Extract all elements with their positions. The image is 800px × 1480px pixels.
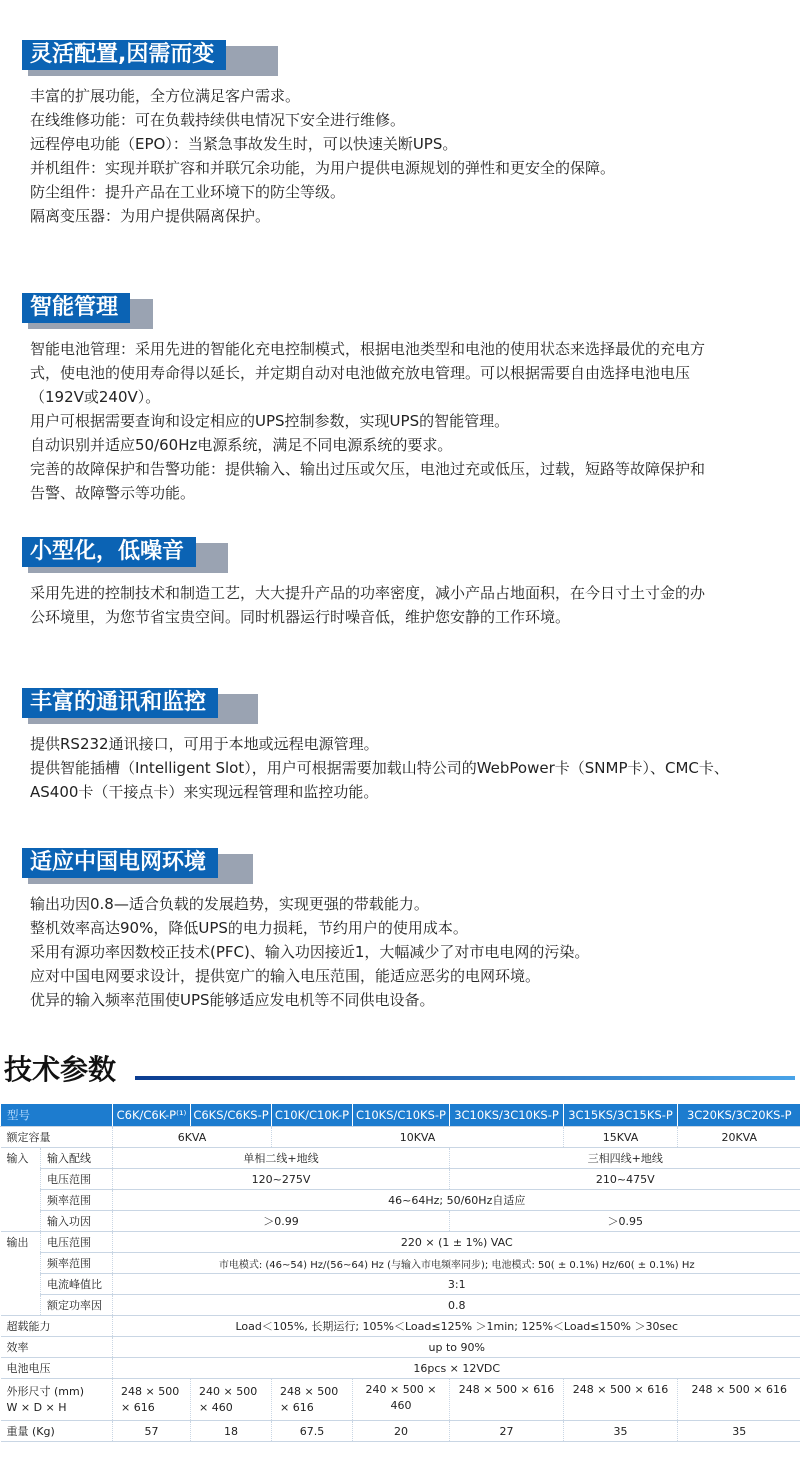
text-line: 并机组件：实现并联扩容和并联冗余功能，为用户提供电源规划的弹性和更安全的保障。 (30, 159, 616, 177)
row-label: 效率 (1, 1337, 113, 1358)
table-cell: ＞0.95 (450, 1211, 800, 1232)
text-line: 丰富的扩展功能，全方位满足客户需求。 (30, 87, 301, 105)
table-cell: 248 × 500 × 616 (564, 1379, 678, 1421)
section-title: 小型化，低噪音 (22, 537, 196, 567)
row-label: 额定功率因 (41, 1295, 113, 1316)
section-title: 灵活配置,因需而变 (22, 40, 226, 70)
table-cell: 248 × 500 × 616 (678, 1379, 800, 1421)
section-title: 智能管理 (22, 293, 130, 323)
row-label: 输入配线 (41, 1148, 113, 1169)
group-label: 输入 (6, 1152, 29, 1166)
section-compact (0, 537, 800, 629)
table-row (1, 1190, 800, 1211)
text-line: 在线维修功能：可在负载持续供电情况下安全进行维修。 (30, 111, 406, 129)
text-line: 完善的故障保护和告警功能：提供输入、输出过压或欠压，电池过充或低压，过载，短路等故障保护和告警、故障警示等功能。 (30, 460, 706, 502)
model-cell: C6KS/C6KS-P (191, 1104, 272, 1127)
section-grid-adapt (0, 848, 800, 1012)
table-cell: 46~64Hz; 50/60Hz自适应 (113, 1190, 800, 1211)
table-cell: 3:1 (113, 1274, 800, 1295)
table-cell: 三相四线+地线 (450, 1148, 800, 1169)
model-cell: C10KS/C10KS-P (353, 1104, 450, 1127)
text-line: 隔离变压器：为用户提供隔离保护。 (30, 207, 271, 225)
row-label (1, 1379, 113, 1421)
table-row (1, 1211, 800, 1232)
dim-label: 外形尺寸 (mm) (6, 1384, 85, 1398)
spec-title: 技术参数 (4, 1053, 117, 1086)
table-cell: 35 (564, 1421, 678, 1442)
table-cell: 27 (450, 1421, 564, 1442)
table-cell: 220 × (1 ± 1%) VAC (113, 1232, 800, 1253)
table-cell: Load＜105%, 长期运行; 105%＜Load≤125% ＞1min; 125%＜Load≤150% ＞30sec (113, 1316, 800, 1337)
text-line: 提供RS232通讯接口，可用于本地或远程电源管理。 (30, 735, 379, 753)
section-smart-management (0, 293, 800, 505)
text-line: 提供智能插槽（Intelligent Slot），用户可根据需要加载山特公司的WebPower卡（SNMP卡）、CMC卡、AS400卡（干接点卡）来实现远程管理和监控功能。 (30, 759, 729, 801)
section-body (30, 581, 710, 629)
table-cell: 240 × 500 × 460 (353, 1379, 450, 1421)
table-row (1, 1295, 800, 1316)
model-cell: C6K/C6K-P⁽¹⁾ (113, 1104, 191, 1127)
table-cell: 0.8 (113, 1295, 800, 1316)
row-label: 频率范围 (41, 1253, 113, 1274)
table-cell: 35 (678, 1421, 800, 1442)
text-line: 整机效率高达90%，降低UPS的电力损耗，节约用户的使用成本。 (30, 919, 468, 937)
text-line: 应对中国电网要求设计，提供宽广的输入电压范围，能适应恶劣的电网环境。 (30, 967, 541, 985)
row-label: 重量 (Kg) (1, 1421, 113, 1442)
table-cell: 市电模式: (46~54) Hz/(56~64) Hz (与输入市电频率同步); 电池模式: 50( ± 0.1%) Hz/60( ± 0.1%) Hz (113, 1253, 800, 1274)
text-line: 输出功因0.8—适合负载的发展趋势，实现更强的带载能力。 (30, 895, 429, 913)
text-line: 远程停电功能（EPO）：当紧急事故发生时，可以快速关断UPS。 (30, 135, 458, 153)
text-line: 智能电池管理：采用先进的智能化充电控制模式，根据电池类型和电池的使用状态来选择最优的充电方式，使电池的使用寿命得以延长，并定期自动对电池做充放电管理。可以根据需要自由选择电池电压（192V或240V）。 (30, 340, 706, 406)
row-label: 电压范围 (41, 1169, 113, 1190)
text-line: 用户可根据需要查询和设定相应的UPS控制参数，实现UPS的智能管理。 (30, 412, 510, 430)
table-cell: 15KVA (564, 1127, 678, 1148)
table-cell: 120~275V (113, 1169, 450, 1190)
table-cell: 240 × 500 × 460 (191, 1379, 272, 1421)
table-row (1, 1253, 800, 1274)
section-body (30, 732, 730, 804)
section-body (30, 84, 710, 228)
section-title: 丰富的通讯和监控 (22, 688, 218, 718)
table-row (1, 1421, 800, 1442)
table-cell: 6KVA (113, 1127, 272, 1148)
table-cell: 20 (353, 1421, 450, 1442)
model-cell: 3C10KS/3C10KS-P (450, 1104, 564, 1127)
table-row (1, 1127, 800, 1148)
section-flexible (0, 40, 800, 228)
table-cell: 单相二线+地线 (113, 1148, 450, 1169)
table-row (1, 1104, 800, 1127)
spec-heading (0, 1048, 800, 1088)
table-row (1, 1337, 800, 1358)
table-cell: 20KVA (678, 1127, 800, 1148)
row-label: 超载能力 (1, 1316, 113, 1337)
table-cell: 16pcs × 12VDC (113, 1358, 800, 1379)
row-label: 输入功因 (41, 1211, 113, 1232)
row-label: 频率范围 (41, 1190, 113, 1211)
table-cell: ＞0.99 (113, 1211, 450, 1232)
table-cell: 248 × 500 × 616 (113, 1379, 191, 1421)
table-row (1, 1316, 800, 1337)
table-row (1, 1148, 800, 1169)
table-cell: 67.5 (272, 1421, 353, 1442)
section-body (30, 337, 710, 505)
section-communication (0, 688, 800, 804)
text-line: 采用先进的控制技术和制造工艺，大大提升产品的功率密度，减小产品占地面积，在今日寸土寸金的办公环境里，为您节省宝贵空间。同时机器运行时噪音低，维护您安静的工作环境。 (30, 584, 706, 626)
table-cell: 248 × 500 × 616 (272, 1379, 353, 1421)
section-title: 适应中国电网环境 (22, 848, 218, 878)
model-cell: 3C20KS/3C20KS-P (678, 1104, 800, 1127)
heading-rule (135, 1076, 795, 1080)
table-cell: 248 × 500 × 616 (450, 1379, 564, 1421)
spec-table (0, 1104, 800, 1442)
row-label: 电流峰值比 (41, 1274, 113, 1295)
table-cell: 18 (191, 1421, 272, 1442)
section-body (30, 892, 750, 1012)
table-cell: up to 90% (113, 1337, 800, 1358)
dim-label: W × D × H (6, 1400, 67, 1414)
table-row (1, 1169, 800, 1190)
text-line: 采用有源功率因数校正技术(PFC)、输入功因接近1，大幅减少了对市电电网的污染。 (30, 943, 590, 961)
model-label: 型号 (1, 1104, 113, 1127)
text-line: 优异的输入频率范围使UPS能够适应发电机等不同供电设备。 (30, 991, 435, 1009)
table-row (1, 1379, 800, 1421)
model-cell: C10K/C10K-P (272, 1104, 353, 1127)
text-line: 自动识别并适应50/60Hz电源系统，满足不同电源系统的要求。 (30, 436, 453, 454)
row-label: 电压范围 (41, 1232, 113, 1253)
table-row (1, 1232, 800, 1253)
group-label: 输出 (6, 1236, 29, 1250)
text-line: 防尘组件：提升产品在工业环境下的防尘等级。 (30, 183, 346, 201)
row-label: 额定容量 (1, 1127, 113, 1148)
table-row (1, 1274, 800, 1295)
model-cell: 3C15KS/3C15KS-P (564, 1104, 678, 1127)
table-cell: 57 (113, 1421, 191, 1442)
row-label: 电池电压 (1, 1358, 113, 1379)
table-cell: 210~475V (450, 1169, 800, 1190)
table-cell: 10KVA (272, 1127, 564, 1148)
table-row (1, 1358, 800, 1379)
